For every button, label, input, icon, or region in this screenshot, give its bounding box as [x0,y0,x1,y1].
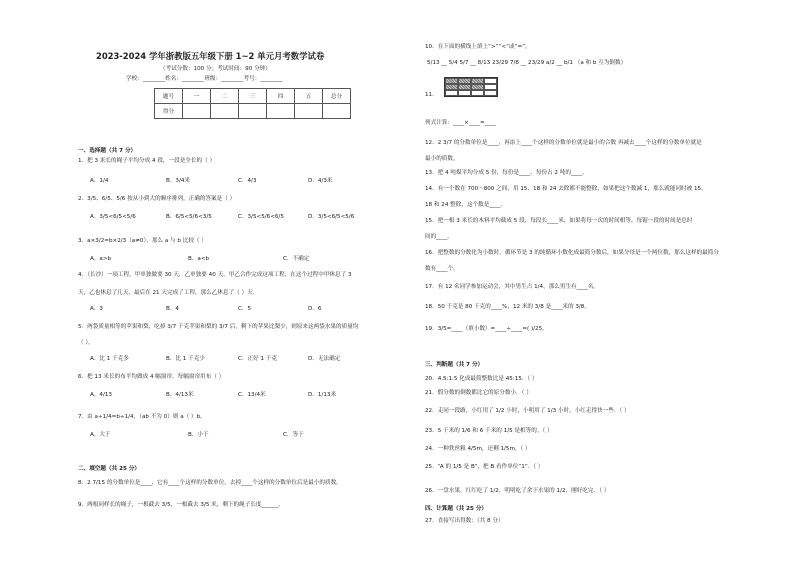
score-input-cell[interactable] [295,104,323,119]
score-header-cell: 一 [183,89,211,104]
score-header-cell: 五 [295,89,323,104]
score-input-cell[interactable] [183,104,211,119]
score-input-cell[interactable] [267,104,295,119]
question-14-line1: 14．有一个数在 700～800 之间，用 15、18 和 24 去除都不能整除，如果把这个数减 1，那么就能同时被 15、 [425,186,707,192]
option: A．大于 [90,432,111,438]
section-heading: 一、选择题（共 7 分） [78,148,137,154]
question-17: 17．有 12 名同学参加运动会，其中男生占 1/4，那么男生有____名。 [425,284,600,290]
question-16-line2: 数有____个。 [425,266,459,272]
question-7: 7．由 a÷1/4=b÷1/4，（ab 不为 0）则 a（ ）b。 [78,414,206,420]
section-heading: 二、填空题（共 25 分） [78,466,141,472]
question-25: 25．“A 的 1/5 是 B”，把 B 看作单位“1”．（ ） [425,464,544,470]
info-line: 学校：________姓名：________班级：________考号：________ [126,76,283,82]
option: A．比 1 千克多 [90,356,129,362]
question-2: 2．3/5、6/5、5/6 按从小到大的顺序排列，正确的答案是（ ） [78,196,236,202]
section-heading: 三、判断题（共 7 分） [425,362,484,368]
option: C．4/3 [238,178,257,184]
shaded-grid-figure [444,77,498,97]
question-19: 19．3/5=____（填小数）=____÷____=( )/25。 [425,326,548,332]
option: C．3/5<5/6<6/5 [238,214,284,220]
option: C．13/4米 [238,392,266,398]
option: D．3/5<6/5<5/6 [308,214,355,220]
question-21: 21．假分数的倒数都比它的原分数小．（ ） [425,390,532,396]
question-6: 6．把 13 米长的布平均做成 4 幅窗帘，每幅窗帘用布（ ） [78,374,225,380]
option: B．比 1 千克少 [166,356,205,362]
question-20: 20．4.5:1.5 化成最简整数比是 45:15．（ ） [425,376,538,382]
score-header-cell: 二 [211,89,239,104]
score-header-cell: 题号 [155,89,183,104]
score-table [154,88,351,119]
question-11: 11． [425,92,438,98]
option: B．4/13米 [166,392,194,398]
score-label-cell: 得分 [155,104,183,119]
question-24: 24．一种铁丝粗 4/5m，还剩 1/5m，（ ） [425,446,531,452]
option: C．正好 1 千克 [238,356,277,362]
option: A．4/13 [90,392,112,398]
question-13: 13．把 4 吨煤平均分成 5 份，每份是____，每份占 2 吨的____。 [425,170,588,176]
question-18: 18．50 千克是 80 千克的____%，12 米的 3/8 是____米的 3/8。 [425,304,590,310]
question-14-line2: 18 和 24 整除，这个数是____。 [425,202,507,208]
option: A．a>b [90,256,112,262]
option: D．1/13米 [308,392,337,398]
question-4-line1: 4．（长沙）一项工程，甲单独做要 30 天，乙单独要 40 天，甲乙合作完成这项工程，在这个过程中甲休息了 3 [78,272,352,278]
option: C．等于 [283,432,304,438]
question-1: 1．把 3 米长的绳子平均分成 4 段，一段是全长的（ ） [78,158,216,164]
option: D．6 [308,306,322,312]
option: B．6/5<5/6<3/5 [166,214,212,220]
question-12-line1: 12．2 3/7 的分数单位是____，再添上____个这样的分数单位就是最小的合数 再减去____个这样的分数单位就是 [425,140,702,146]
question-3: 3．a×3/2=b×2/3（a≠0），那么 a 与 b 比较（ ） [78,238,207,244]
question-26: 26．一盘水果，红红吃了 1/2，明明吃了余下水果的 1/2，刚好吃完．（ ） [425,488,610,494]
option: D．4/3米 [308,178,333,184]
question-16-line1: 16．把整数的分数化为小数时，循环节是 3 的纯循环小数化成最简分数后，如果分母是一个两位数，那么这样的最简分 [425,250,719,256]
option: B．小于 [188,432,209,438]
score-header-cell: 总分 [323,89,351,104]
option: A．3 [90,306,103,312]
option: B．4 [166,306,179,312]
question-10-items: 5/13 __ 5/4 5/7 __ 8/13 23/29 7/8 __ 23/29 a/2 __ b/1 （a 和 b 互为倒数） [427,60,627,66]
score-header-cell: 三 [239,89,267,104]
option: A．3/5<6/5<5/6 [90,214,136,220]
question-23: 23．5 千米的 1/6 和 6 千米的 1/5 是相等的。（ ） [425,428,553,434]
option: B．a<b [188,256,210,262]
question-27: 27．直接写出得数：（共 8 分） [425,518,504,524]
question-15-line1: 15．把一根 3 米长的木料平均截成 5 段，每段长____米，如果将每一次的时间相等，每锯一段的时间是总时 [425,218,693,224]
question-5-line1: 5．两袋质量相等的苹果和梨，吃掉 3/7 千克苹果和梨的 3/7 后，剩下的苹果比梨少，则原来这两袋水果的质量均 [78,324,359,330]
score-input-cell[interactable] [323,104,351,119]
question-22: 22．走同一段路，小红用了 1/2 小时，小明用了 1/3 小时，小红走得快一些．（ ） [425,408,630,414]
question-11-formula: 列式计算：____×____=____ [425,120,496,126]
question-4-line2: 天，乙也休息了几天，最后在 21 天完成了工程，那么乙休息了（ ）天. [78,290,255,296]
question-10: 10．在下面的横线上填上“>”“<”或“=”。 [425,44,531,50]
score-header-cell: 四 [267,89,295,104]
exam-title: 2023-2024 学年浙教版五年级下册 1~2 单元月考数学试卷 [96,51,325,61]
question-9: 9．两根同样长的绳子，一根截去 3/5，一根截去 3/5 米，剩下的绳子长度______。 [78,502,284,508]
option: B．3/4米 [166,178,191,184]
score-input-cell[interactable] [239,104,267,119]
score-input-cell[interactable] [211,104,239,119]
option: D．无法确定 [308,356,341,362]
meta-line: （考试分数：100 分；考试时间：90 分钟） [160,66,271,72]
question-8: 8．2 7/15 的分数单位是____，它有____个这样的分数单位，去掉____个这样的分数单位后是最小的质数。 [78,480,342,486]
option: C．不确定 [283,256,310,262]
option: C．5 [238,306,252,312]
question-5-line2: （ ）。 [78,340,94,346]
option: A．1/4 [90,178,109,184]
section-heading: 四、计算题（共 25 分） [425,506,488,512]
question-12-line2: 最小的质数。 [425,156,459,162]
question-15-line2: 间的____。 [425,234,453,240]
